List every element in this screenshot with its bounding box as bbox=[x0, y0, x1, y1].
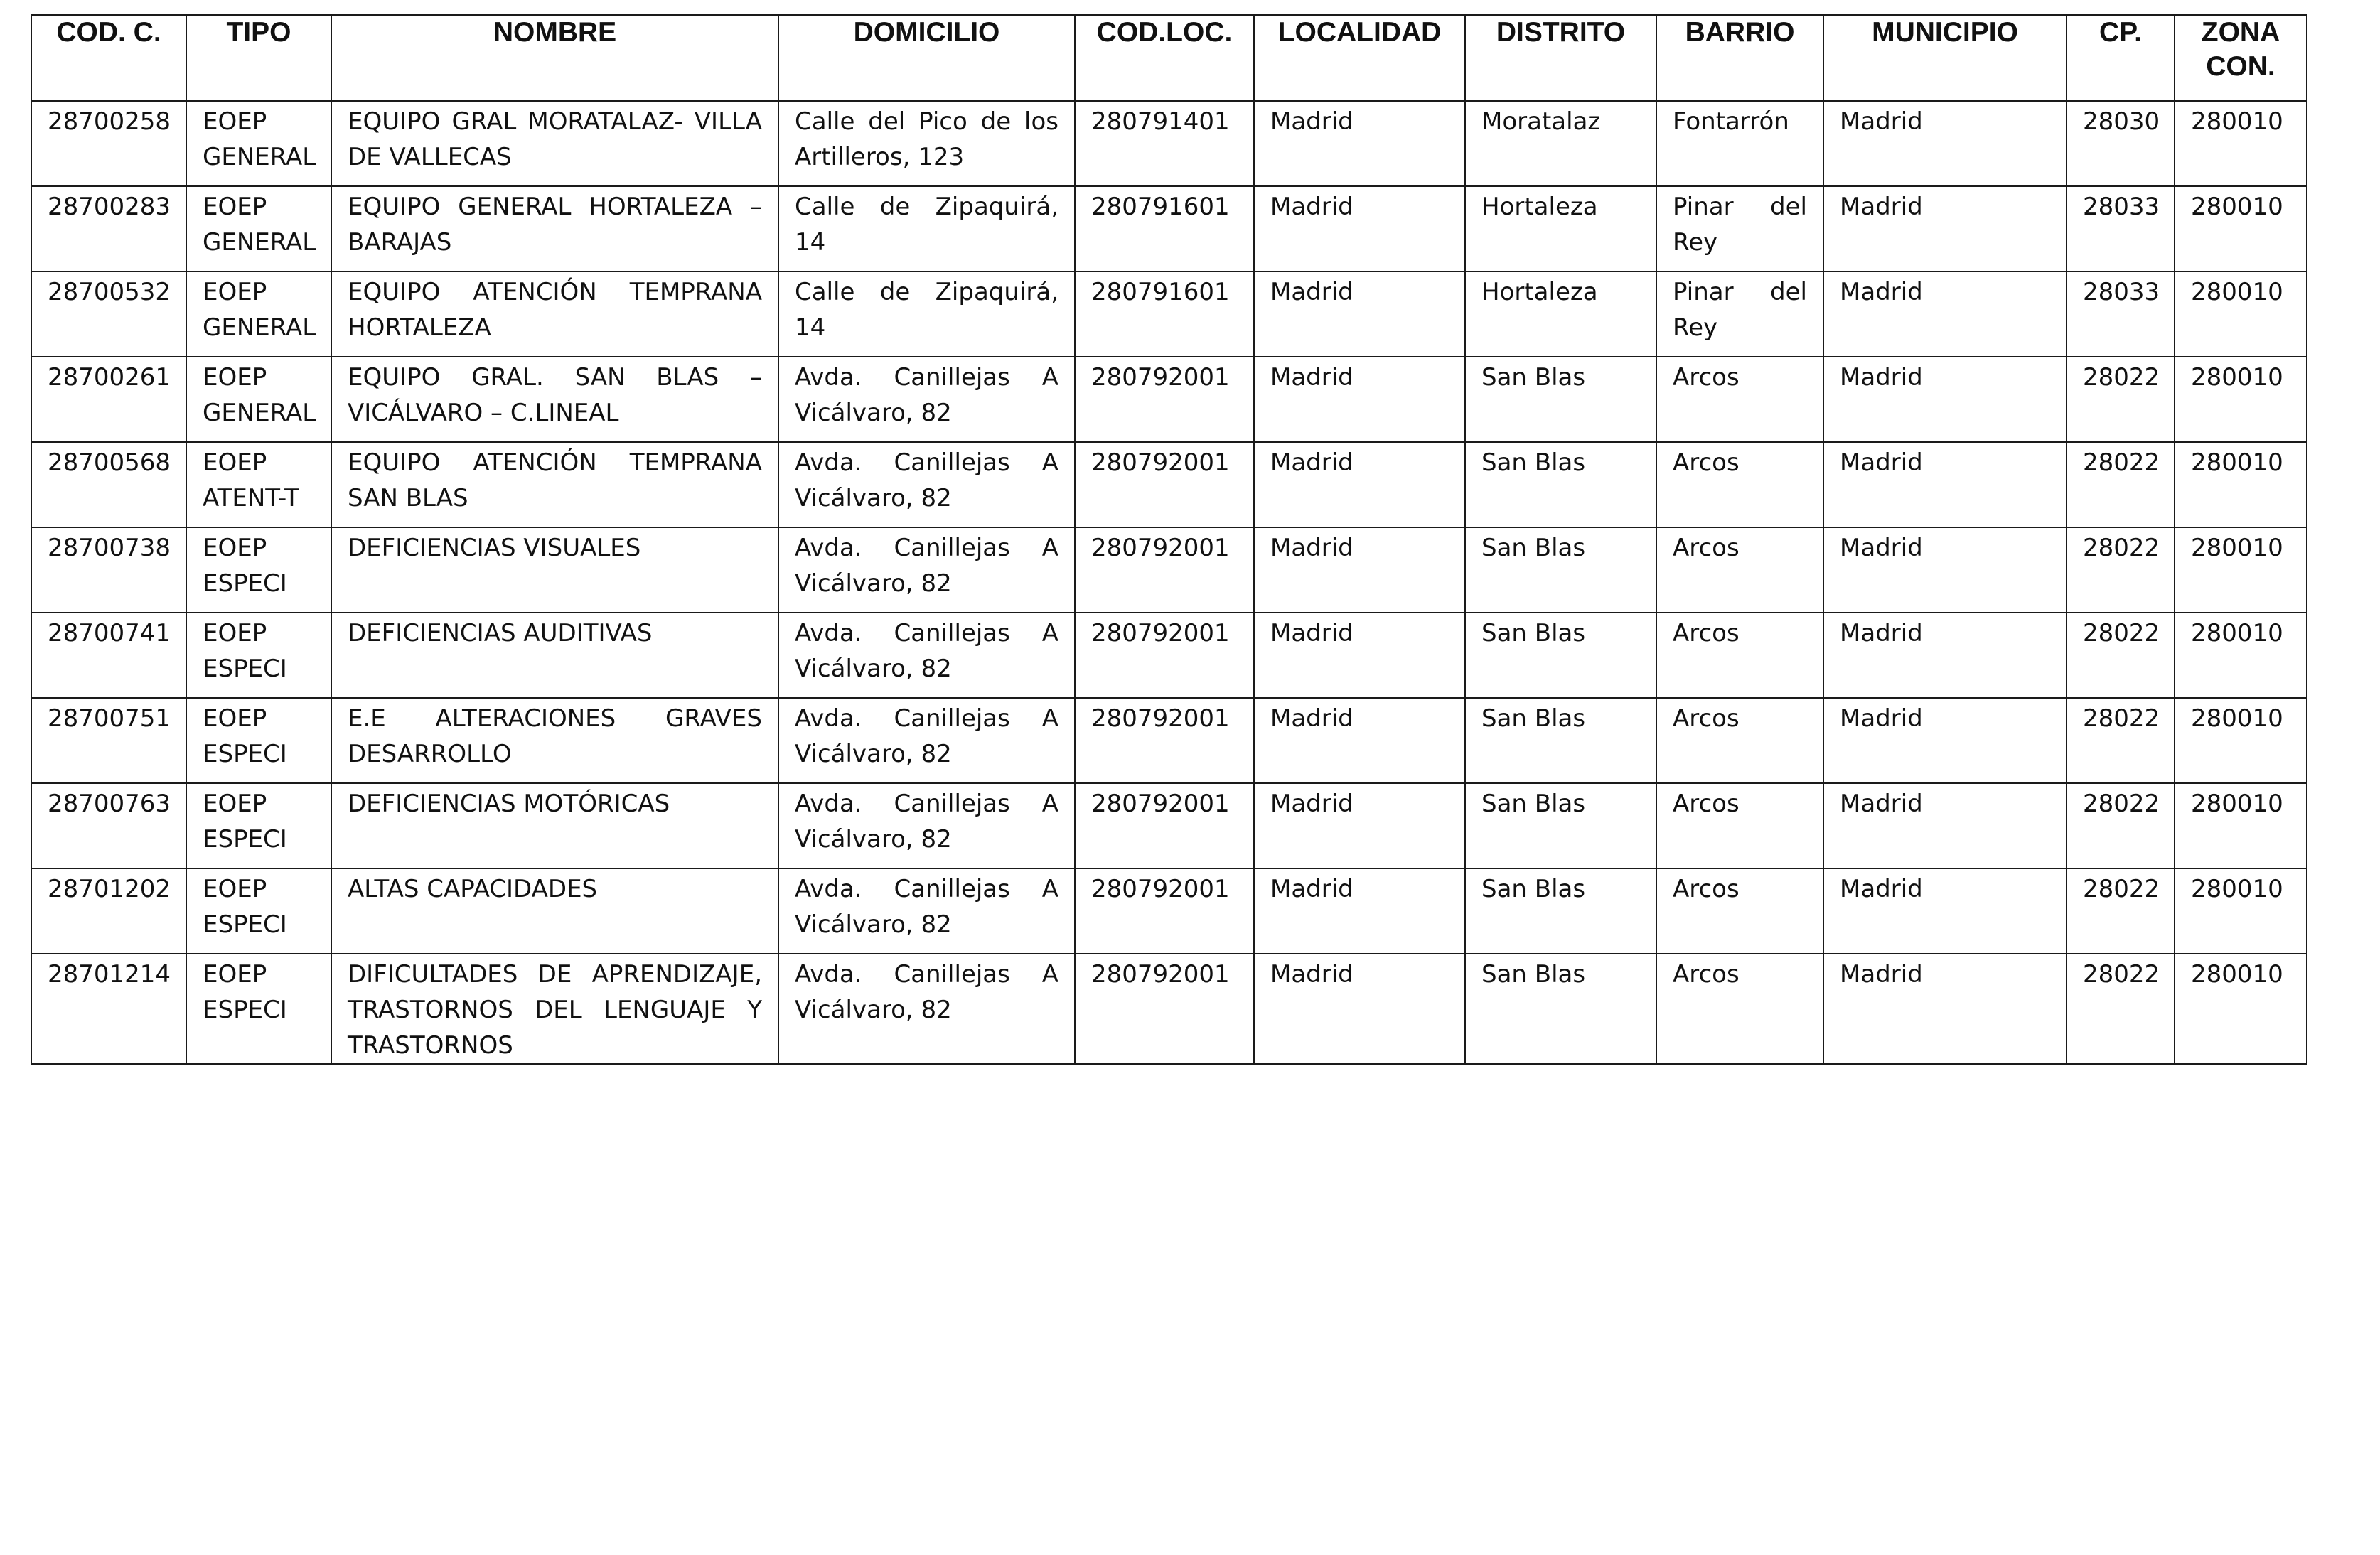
cell-domicilio: Avda. Canillejas A Vicálvaro, 82 bbox=[778, 698, 1075, 783]
cell-nombre: DEFICIENCIAS MOTÓRICAS bbox=[331, 783, 778, 868]
cell-zona-con: 280010 bbox=[2175, 954, 2307, 1064]
cell-zona-con: 280010 bbox=[2175, 442, 2307, 527]
cell-cod-loc: 280792001 bbox=[1075, 783, 1254, 868]
cell-localidad: Madrid bbox=[1254, 271, 1465, 357]
cell-domicilio: Avda. Canillejas A Vicálvaro, 82 bbox=[778, 868, 1075, 954]
cell-nombre: EQUIPO ATENCIÓN TEMPRANA SAN BLAS bbox=[331, 442, 778, 527]
cell-cod-loc: 280792001 bbox=[1075, 357, 1254, 442]
cell-tipo: EOEP GENERAL bbox=[186, 271, 331, 357]
cell-localidad: Madrid bbox=[1254, 868, 1465, 954]
table-row bbox=[31, 954, 2307, 1064]
cell-tipo: EOEP ESPECI bbox=[186, 613, 331, 698]
cell-nombre: ALTAS CAPACIDADES bbox=[331, 868, 778, 954]
cell-barrio: Arcos bbox=[1656, 527, 1823, 613]
cell-cp: 28022 bbox=[2067, 954, 2175, 1064]
cell-zona-con: 280010 bbox=[2175, 186, 2307, 271]
cell-zona-con: 280010 bbox=[2175, 868, 2307, 954]
cell-localidad: Madrid bbox=[1254, 101, 1465, 186]
table-row bbox=[31, 698, 2307, 783]
header-nombre: NOMBRE bbox=[331, 15, 778, 101]
cell-domicilio: Calle del Pico de los Artilleros, 123 bbox=[778, 101, 1075, 186]
cell-cp: 28022 bbox=[2067, 868, 2175, 954]
table-body bbox=[31, 101, 2307, 1064]
cell-cod-c: 28701214 bbox=[31, 954, 186, 1064]
cell-localidad: Madrid bbox=[1254, 698, 1465, 783]
header-domicilio: DOMICILIO bbox=[778, 15, 1075, 101]
cell-domicilio: Avda. Canillejas A Vicálvaro, 82 bbox=[778, 442, 1075, 527]
cell-cp: 28022 bbox=[2067, 442, 2175, 527]
cell-cod-c: 28701202 bbox=[31, 868, 186, 954]
header-municipio: MUNICIPIO bbox=[1823, 15, 2067, 101]
cell-cod-loc: 280791401 bbox=[1075, 101, 1254, 186]
cell-tipo: EOEP GENERAL bbox=[186, 101, 331, 186]
cell-zona-con: 280010 bbox=[2175, 101, 2307, 186]
cell-barrio: Arcos bbox=[1656, 442, 1823, 527]
cell-distrito: San Blas bbox=[1465, 698, 1656, 783]
table-row bbox=[31, 442, 2307, 527]
cell-nombre: EQUIPO ATENCIÓN TEMPRANA HORTALEZA bbox=[331, 271, 778, 357]
header-localidad: LOCALIDAD bbox=[1254, 15, 1465, 101]
cell-cp: 28022 bbox=[2067, 357, 2175, 442]
table-row bbox=[31, 357, 2307, 442]
cell-localidad: Madrid bbox=[1254, 442, 1465, 527]
cell-cod-loc: 280792001 bbox=[1075, 613, 1254, 698]
cell-tipo: EOEP GENERAL bbox=[186, 357, 331, 442]
cell-barrio: Fontarrón bbox=[1656, 101, 1823, 186]
cell-domicilio: Calle de Zipaquirá, 14 bbox=[778, 186, 1075, 271]
cell-cod-loc: 280792001 bbox=[1075, 527, 1254, 613]
cell-cod-c: 28700568 bbox=[31, 442, 186, 527]
cell-cod-loc: 280792001 bbox=[1075, 698, 1254, 783]
cell-distrito: San Blas bbox=[1465, 357, 1656, 442]
cell-nombre: E.E ALTERACIONES GRAVES DESARROLLO bbox=[331, 698, 778, 783]
cell-nombre: EQUIPO GENERAL HORTALEZA – BARAJAS bbox=[331, 186, 778, 271]
cell-distrito: Hortaleza bbox=[1465, 271, 1656, 357]
cell-tipo: EOEP ESPECI bbox=[186, 954, 331, 1064]
centers-table bbox=[31, 14, 2307, 1065]
cell-localidad: Madrid bbox=[1254, 613, 1465, 698]
cell-cod-c: 28700738 bbox=[31, 527, 186, 613]
cell-zona-con: 280010 bbox=[2175, 271, 2307, 357]
cell-tipo: EOEP ATENT-T bbox=[186, 442, 331, 527]
cell-barrio: Arcos bbox=[1656, 783, 1823, 868]
cell-municipio: Madrid bbox=[1823, 954, 2067, 1064]
cell-cp: 28022 bbox=[2067, 613, 2175, 698]
header-tipo: TIPO bbox=[186, 15, 331, 101]
cell-cod-c: 28700763 bbox=[31, 783, 186, 868]
cell-tipo: EOEP GENERAL bbox=[186, 186, 331, 271]
cell-distrito: Hortaleza bbox=[1465, 186, 1656, 271]
header-cp: CP. bbox=[2067, 15, 2175, 101]
cell-domicilio: Avda. Canillejas A Vicálvaro, 82 bbox=[778, 783, 1075, 868]
cell-distrito: San Blas bbox=[1465, 613, 1656, 698]
cell-municipio: Madrid bbox=[1823, 357, 2067, 442]
cell-municipio: Madrid bbox=[1823, 442, 2067, 527]
cell-zona-con: 280010 bbox=[2175, 698, 2307, 783]
cell-zona-con: 280010 bbox=[2175, 613, 2307, 698]
cell-cod-c: 28700751 bbox=[31, 698, 186, 783]
cell-nombre: DEFICIENCIAS AUDITIVAS bbox=[331, 613, 778, 698]
cell-municipio: Madrid bbox=[1823, 613, 2067, 698]
cell-domicilio: Avda. Canillejas A Vicálvaro, 82 bbox=[778, 357, 1075, 442]
cell-cp: 28022 bbox=[2067, 698, 2175, 783]
cell-distrito: San Blas bbox=[1465, 954, 1656, 1064]
header-cod-c: COD. C. bbox=[31, 15, 186, 101]
cell-localidad: Madrid bbox=[1254, 357, 1465, 442]
cell-barrio: Arcos bbox=[1656, 868, 1823, 954]
cell-cod-loc: 280792001 bbox=[1075, 868, 1254, 954]
cell-distrito: San Blas bbox=[1465, 442, 1656, 527]
cell-cod-c: 28700258 bbox=[31, 101, 186, 186]
header-barrio: BARRIO bbox=[1656, 15, 1823, 101]
header-cod-loc: COD.LOC. bbox=[1075, 15, 1254, 101]
header-zona-con: ZONA CON. bbox=[2175, 15, 2307, 101]
cell-municipio: Madrid bbox=[1823, 868, 2067, 954]
cell-domicilio: Avda. Canillejas A Vicálvaro, 82 bbox=[778, 527, 1075, 613]
cell-barrio: Arcos bbox=[1656, 954, 1823, 1064]
cell-localidad: Madrid bbox=[1254, 783, 1465, 868]
cell-distrito: San Blas bbox=[1465, 868, 1656, 954]
cell-nombre: DIFICULTADES DE APRENDIZAJE, TRASTORNOS DEL LENGUAJE Y TRASTORNOS bbox=[331, 954, 778, 1064]
cell-municipio: Madrid bbox=[1823, 783, 2067, 868]
table-header bbox=[31, 15, 2307, 101]
cell-cod-loc: 280791601 bbox=[1075, 271, 1254, 357]
cell-cp: 28022 bbox=[2067, 783, 2175, 868]
cell-municipio: Madrid bbox=[1823, 271, 2067, 357]
cell-barrio: Arcos bbox=[1656, 357, 1823, 442]
cell-cod-c: 28700741 bbox=[31, 613, 186, 698]
cell-domicilio: Avda. Canillejas A Vicálvaro, 82 bbox=[778, 954, 1075, 1064]
table-row bbox=[31, 527, 2307, 613]
cell-cod-c: 28700283 bbox=[31, 186, 186, 271]
cell-nombre: DEFICIENCIAS VISUALES bbox=[331, 527, 778, 613]
cell-cp: 28033 bbox=[2067, 186, 2175, 271]
cell-municipio: Madrid bbox=[1823, 527, 2067, 613]
cell-barrio: Arcos bbox=[1656, 613, 1823, 698]
cell-cod-loc: 280792001 bbox=[1075, 954, 1254, 1064]
cell-distrito: Moratalaz bbox=[1465, 101, 1656, 186]
cell-tipo: EOEP ESPECI bbox=[186, 783, 331, 868]
cell-tipo: EOEP ESPECI bbox=[186, 698, 331, 783]
cell-tipo: EOEP ESPECI bbox=[186, 527, 331, 613]
table-row bbox=[31, 613, 2307, 698]
cell-cp: 28030 bbox=[2067, 101, 2175, 186]
cell-localidad: Madrid bbox=[1254, 186, 1465, 271]
table-row bbox=[31, 101, 2307, 186]
cell-nombre: EQUIPO GRAL. SAN BLAS – VICÁLVARO – C.LINEAL bbox=[331, 357, 778, 442]
cell-cod-loc: 280792001 bbox=[1075, 442, 1254, 527]
table-row bbox=[31, 271, 2307, 357]
header-distrito: DISTRITO bbox=[1465, 15, 1656, 101]
cell-barrio: Pinar del Rey bbox=[1656, 271, 1823, 357]
cell-cp: 28033 bbox=[2067, 271, 2175, 357]
cell-zona-con: 280010 bbox=[2175, 527, 2307, 613]
cell-municipio: Madrid bbox=[1823, 186, 2067, 271]
cell-cod-loc: 280791601 bbox=[1075, 186, 1254, 271]
cell-tipo: EOEP ESPECI bbox=[186, 868, 331, 954]
table-row bbox=[31, 868, 2307, 954]
table-row bbox=[31, 783, 2307, 868]
cell-distrito: San Blas bbox=[1465, 783, 1656, 868]
table-row bbox=[31, 186, 2307, 271]
cell-domicilio: Avda. Canillejas A Vicálvaro, 82 bbox=[778, 613, 1075, 698]
cell-nombre: EQUIPO GRAL MORATALAZ- VILLA DE VALLECAS bbox=[331, 101, 778, 186]
cell-municipio: Madrid bbox=[1823, 698, 2067, 783]
header-row bbox=[31, 15, 2307, 101]
cell-cod-c: 28700532 bbox=[31, 271, 186, 357]
cell-municipio: Madrid bbox=[1823, 101, 2067, 186]
cell-zona-con: 280010 bbox=[2175, 357, 2307, 442]
cell-cod-c: 28700261 bbox=[31, 357, 186, 442]
cell-barrio: Arcos bbox=[1656, 698, 1823, 783]
cell-domicilio: Calle de Zipaquirá, 14 bbox=[778, 271, 1075, 357]
cell-zona-con: 280010 bbox=[2175, 783, 2307, 868]
cell-distrito: San Blas bbox=[1465, 527, 1656, 613]
cell-localidad: Madrid bbox=[1254, 527, 1465, 613]
cell-cp: 28022 bbox=[2067, 527, 2175, 613]
cell-barrio: Pinar del Rey bbox=[1656, 186, 1823, 271]
cell-localidad: Madrid bbox=[1254, 954, 1465, 1064]
